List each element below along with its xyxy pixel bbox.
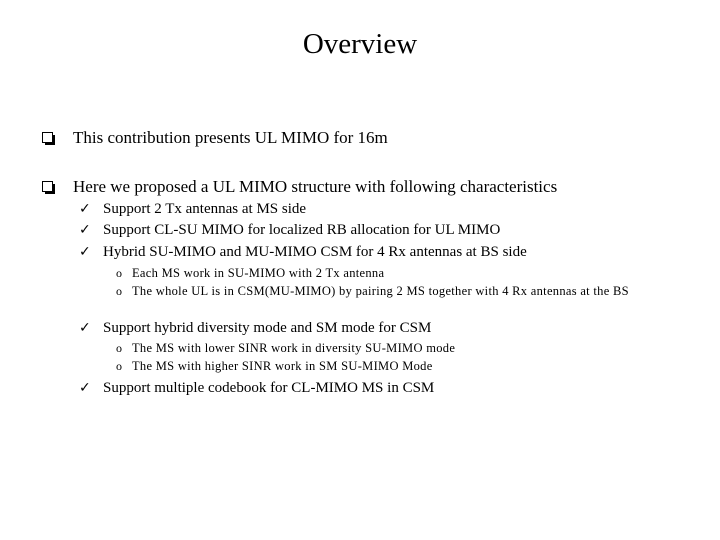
checkmark-icon: ✓	[79, 201, 91, 217]
hollow-square-bullet-icon	[42, 181, 55, 194]
circle-bullet-icon: o	[116, 284, 122, 298]
checkmark-icon: ✓	[79, 244, 91, 260]
circle-bullet-icon: o	[116, 266, 122, 280]
sub-bullet-text: Support CL-SU MIMO for localized RB allocation for UL MIMO	[103, 222, 501, 238]
subsub-bullet-text: The MS with lower SINR work in diversity SU-MIMO mode	[132, 341, 456, 355]
sub-bullet-text: Support 2 Tx antennas at MS side	[103, 201, 307, 217]
circle-bullet-icon: o	[116, 341, 122, 355]
checkmark-icon: ✓	[79, 222, 91, 238]
slide-title: Overview	[302, 28, 418, 60]
sub-bullet-text: Support multiple codebook for CL-MIMO MS in CSM	[103, 380, 435, 396]
subsub-bullet-text: The MS with higher SINR work in SM SU-MIMO Mode	[132, 359, 433, 373]
main-bullet-text: This contribution presents UL MIMO for 16m	[73, 128, 388, 147]
circle-bullet-icon: o	[116, 359, 122, 373]
checkmark-icon: ✓	[79, 380, 91, 396]
main-bullet-text: Here we proposed a UL MIMO structure with following characteristics	[73, 177, 558, 196]
hollow-square-bullet-icon	[42, 132, 55, 145]
sub-bullet-text: Hybrid SU-MIMO and MU-MIMO CSM for 4 Rx antennas at BS side	[103, 244, 527, 260]
subsub-bullet-text: Each MS work in SU-MIMO with 2 Tx antenna	[132, 266, 385, 280]
checkmark-icon: ✓	[79, 320, 91, 336]
subsub-bullet-text: The whole UL is in CSM(MU-MIMO) by pairing 2 MS together with 4 Rx antennas at the BS	[132, 284, 629, 298]
sub-bullet-text: Support hybrid diversity mode and SM mode for CSM	[103, 320, 432, 336]
